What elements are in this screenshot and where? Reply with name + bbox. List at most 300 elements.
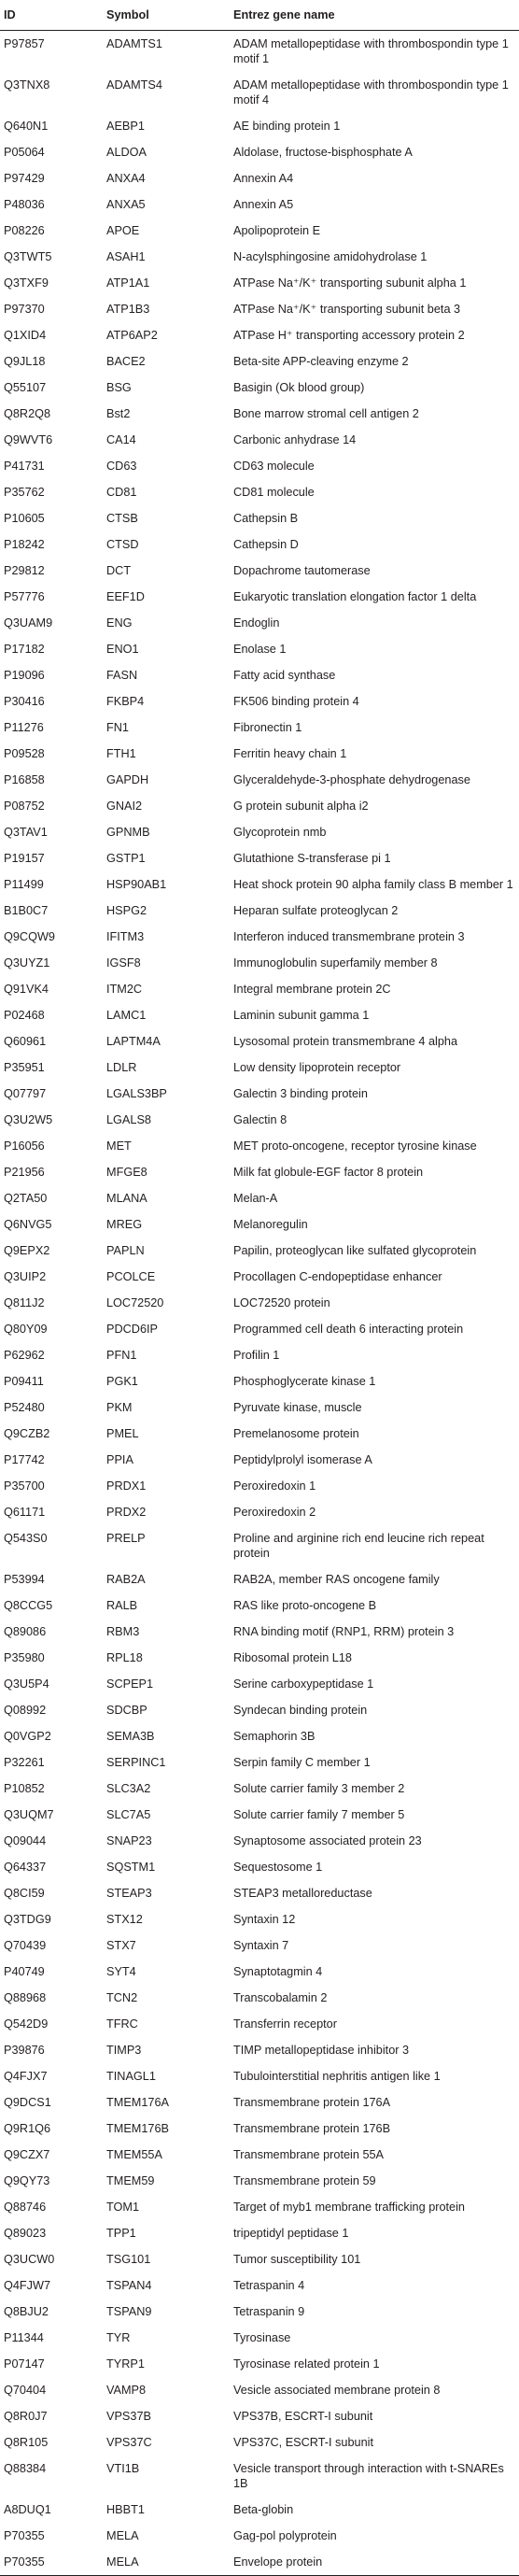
table-row <box>0 1447 519 1473</box>
cell-entrez-gene-name: Immunoglobulin superfamily member 8 <box>233 956 438 970</box>
cell-id: P57776 <box>4 590 45 603</box>
cell-symbol: CTSB <box>106 512 138 525</box>
cell-id: Q9DCS1 <box>4 2096 51 2109</box>
cell-id: P10852 <box>4 1782 45 1795</box>
cell-id: P97857 <box>4 37 45 50</box>
cell-entrez-gene-name: Lysosomal protein transmembrane 4 alpha <box>233 1035 458 1048</box>
cell-id: P02468 <box>4 1009 45 1022</box>
cell-symbol: ANXA5 <box>106 198 146 211</box>
cell-id: P48036 <box>4 198 45 211</box>
cell-symbol: BSG <box>106 381 132 394</box>
cell-entrez-gene-name: Fatty acid synthase <box>233 669 336 682</box>
cell-id: Q55107 <box>4 381 47 394</box>
cell-symbol: VTI1B <box>106 2462 140 2475</box>
cell-symbol: PGK1 <box>106 1375 138 1388</box>
cell-id: Q3UIP2 <box>4 1270 47 1283</box>
cell-symbol: MREG <box>106 1218 143 1231</box>
cell-symbol: LGALS8 <box>106 1113 151 1126</box>
table-row <box>0 950 519 976</box>
cell-id: P19157 <box>4 852 45 865</box>
cell-entrez-gene-name: Target of myb1 membrane trafficking protein <box>233 2201 465 2214</box>
cell-symbol: TMEM176A <box>106 2096 169 2109</box>
table-row <box>0 1932 519 1959</box>
table-row <box>0 1264 519 1290</box>
cell-entrez-gene-name: Pyruvate kinase, muscle <box>233 1401 362 1414</box>
cell-id: Q64337 <box>4 1861 47 1874</box>
cell-symbol: ANXA4 <box>106 172 146 185</box>
cell-symbol: IFITM3 <box>106 930 145 943</box>
table-row <box>0 1645 519 1671</box>
cell-id: Q9R1Q6 <box>4 2122 51 2135</box>
cell-id: Q2TA50 <box>4 1192 48 1205</box>
table-row <box>0 165 519 191</box>
cell-entrez-gene-name: Galectin 3 binding protein <box>233 1087 368 1100</box>
table-row <box>0 348 519 375</box>
cell-entrez-gene-name: Melanoregulin <box>233 1218 308 1231</box>
table-row <box>0 1776 519 1802</box>
cell-entrez-gene-name: Fibronectin 1 <box>233 721 302 734</box>
cell-entrez-gene-name: VPS37C, ESCRT-I subunit <box>233 2436 373 2449</box>
cell-id: Q1XID4 <box>4 329 47 342</box>
cell-symbol: MELA <box>103 2549 230 2576</box>
cell-entrez-gene-name: Low density lipoprotein receptor <box>233 1061 401 1074</box>
table-row <box>0 1002 519 1028</box>
table-row <box>0 1394 519 1421</box>
table-row <box>0 2116 519 2142</box>
table-row <box>0 191 519 218</box>
cell-id: Q3TNX8 <box>4 78 50 92</box>
cell-entrez-gene-name: Serpin family C member 1 <box>233 1756 371 1769</box>
table-row <box>0 558 519 584</box>
table-row <box>0 244 519 270</box>
cell-symbol: GPNMB <box>106 826 150 839</box>
cell-id: Q640N1 <box>4 120 49 133</box>
cell-symbol: TINAGL1 <box>106 2070 156 2083</box>
table-row <box>0 1749 519 1776</box>
table-row <box>0 1499 519 1525</box>
cell-entrez-gene-name: Transmembrane protein 176B <box>233 2122 391 2135</box>
table-row <box>0 845 519 871</box>
cell-symbol: ITM2C <box>106 983 143 996</box>
table-row <box>0 113 519 139</box>
cell-symbol: SEMA3B <box>106 1730 155 1743</box>
cell-entrez-gene-name: Tumor susceptibility 101 <box>233 2253 361 2266</box>
table-row <box>0 767 519 793</box>
table-row <box>0 1985 519 2011</box>
cell-symbol: TMEM59 <box>106 2174 155 2187</box>
cell-symbol: SLC3A2 <box>106 1782 151 1795</box>
cell-symbol: LOC72520 <box>106 1296 164 1309</box>
table-row <box>0 1107 519 1133</box>
cell-entrez-gene-name: STEAP3 metalloreductase <box>233 1887 372 1900</box>
table-row <box>0 531 519 558</box>
table-row <box>0 2325 519 2351</box>
cell-id: Q91VK4 <box>4 983 49 996</box>
cell-entrez-gene-name: Solute carrier family 3 member 2 <box>233 1782 405 1795</box>
cell-entrez-gene-name: RAB2A, member RAS oncogene family <box>233 1573 440 1586</box>
cell-symbol: TCN2 <box>106 1991 138 2004</box>
table-row <box>0 584 519 610</box>
table-row <box>0 741 519 767</box>
cell-entrez-gene-name: Peroxiredoxin 1 <box>233 1479 316 1493</box>
cell-id: Q07797 <box>4 1087 47 1100</box>
table-row <box>0 1238 519 1264</box>
table-row <box>0 1081 519 1107</box>
cell-symbol: PKM <box>106 1401 133 1414</box>
cell-symbol: PPIA <box>106 1453 133 1466</box>
cell-entrez-gene-name: CD63 molecule <box>233 460 315 473</box>
table-row <box>0 819 519 845</box>
cell-symbol: CD63 <box>106 460 137 473</box>
cell-symbol: DCT <box>106 564 132 577</box>
cell-entrez-gene-name: ADAM metallopeptidase with thrombospondin type 1 motif 1 <box>233 37 509 65</box>
table-row <box>0 2246 519 2272</box>
cell-id: P05064 <box>4 146 45 159</box>
cell-entrez-gene-name: Annexin A5 <box>233 198 294 211</box>
cell-entrez-gene-name: Tyrosinase <box>233 2331 291 2344</box>
table-row <box>0 688 519 715</box>
cell-id: Q3UQM7 <box>4 1808 54 1821</box>
cell-entrez-gene-name: Profilin 1 <box>233 1349 280 1362</box>
cell-entrez-gene-name: Tetraspanin 4 <box>233 2279 305 2292</box>
cell-id: Q4FJX7 <box>4 2070 48 2083</box>
cell-symbol: TSPAN4 <box>106 2279 152 2292</box>
table-row <box>0 1473 519 1499</box>
cell-id: P18242 <box>4 538 45 551</box>
cell-id: P62962 <box>4 1349 45 1362</box>
table-row <box>0 2456 519 2497</box>
cell-id: P32261 <box>4 1756 45 1769</box>
cell-entrez-gene-name: Beta-globin <box>233 2503 294 2516</box>
table-row <box>0 1185 519 1211</box>
table-row <box>0 427 519 453</box>
cell-symbol: PAPLN <box>106 1244 145 1257</box>
cell-id: Q8R0J7 <box>4 2410 48 2423</box>
cell-entrez-gene-name: Transferrin receptor <box>233 2017 337 2031</box>
cell-entrez-gene-name: Syntaxin 12 <box>233 1913 296 1926</box>
cell-entrez-gene-name: Glycoprotein nmb <box>233 826 327 839</box>
table-header <box>0 0 519 31</box>
table-row <box>0 1342 519 1368</box>
cell-id: Q61171 <box>4 1506 46 1519</box>
cell-entrez-gene-name: Papilin, proteoglycan like sulfated glycoprotein <box>233 1244 477 1257</box>
table-row <box>0 2011 519 2037</box>
table-row <box>0 1723 519 1749</box>
table-row <box>0 1133 519 1159</box>
cell-entrez-gene-name: Tubulointerstitial nephritis antigen like 1 <box>233 2070 441 2083</box>
cell-symbol: STX7 <box>106 1939 136 1952</box>
cell-entrez-gene-name: Enolase 1 <box>233 643 287 656</box>
cell-symbol: SNAP23 <box>106 1834 152 1847</box>
cell-id: P35762 <box>4 486 45 499</box>
table-row <box>0 2194 519 2220</box>
cell-symbol: TPP1 <box>106 2227 136 2240</box>
cell-id: P97429 <box>4 172 45 185</box>
cell-symbol: EEF1D <box>106 590 145 603</box>
cell-entrez-gene-name: Envelope protein <box>230 2549 519 2576</box>
cell-symbol: CA14 <box>106 433 136 446</box>
cell-entrez-gene-name: Phosphoglycerate kinase 1 <box>233 1375 376 1388</box>
table-row <box>0 2549 519 2576</box>
cell-id: P70355 <box>0 2549 103 2576</box>
cell-symbol: PDCD6IP <box>106 1323 158 1336</box>
table-row <box>0 2142 519 2168</box>
table-row <box>0 139 519 165</box>
table-row <box>0 2168 519 2194</box>
cell-id: P41731 <box>4 460 45 473</box>
table-row <box>0 1028 519 1054</box>
cell-symbol: VAMP8 <box>106 2384 147 2397</box>
cell-symbol: TSG101 <box>106 2253 151 2266</box>
cell-symbol: ENG <box>106 616 133 630</box>
cell-id: Q3U2W5 <box>4 1113 53 1126</box>
cell-id: Q80Y09 <box>4 1323 48 1336</box>
cell-symbol: PFN1 <box>106 1349 137 1362</box>
cell-id: Q3TAV1 <box>4 826 48 839</box>
cell-symbol: ADAMTS1 <box>106 37 162 50</box>
cell-id: P09528 <box>4 747 45 760</box>
cell-symbol: MFGE8 <box>106 1166 147 1179</box>
table-row <box>0 1566 519 1592</box>
table-row <box>0 1290 519 1316</box>
cell-id: Q4FJW7 <box>4 2279 51 2292</box>
cell-symbol: RAB2A <box>106 1573 146 1586</box>
header-row <box>0 0 519 31</box>
cell-id: Q3TDG9 <box>4 1913 51 1926</box>
cell-id: Q8R105 <box>4 2436 49 2449</box>
cell-symbol: ATP6AP2 <box>106 329 158 342</box>
cell-id: Q09044 <box>4 1834 47 1847</box>
cell-symbol: ENO1 <box>106 643 139 656</box>
cell-id: P21956 <box>4 1166 45 1179</box>
cell-symbol: STX12 <box>106 1913 143 1926</box>
cell-entrez-gene-name: Basigin (Ok blood group) <box>233 381 365 394</box>
cell-symbol: TOM1 <box>106 2201 140 2214</box>
cell-id: P40749 <box>4 1965 45 1978</box>
table-row <box>0 2037 519 2063</box>
cell-id: Q3TWT5 <box>4 250 52 263</box>
table-row <box>0 1421 519 1447</box>
table-row <box>0 662 519 688</box>
cell-symbol: FN1 <box>106 721 129 734</box>
cell-entrez-gene-name: Sequestosome 1 <box>233 1861 323 1874</box>
cell-entrez-gene-name: Gag-pol polyprotein <box>233 2529 337 2542</box>
cell-symbol: CD81 <box>106 486 137 499</box>
table-row <box>0 218 519 244</box>
cell-entrez-gene-name: AE binding protein 1 <box>233 120 341 133</box>
table-row <box>0 636 519 662</box>
table-row <box>0 2351 519 2377</box>
table-row <box>0 401 519 427</box>
cell-symbol: ATP1B3 <box>106 303 150 316</box>
cell-entrez-gene-name: Premelanosome protein <box>233 1427 359 1440</box>
cell-symbol: ALDOA <box>106 146 147 159</box>
cell-id: Q9QY73 <box>4 2174 50 2187</box>
cell-symbol: LGALS3BP <box>106 1087 167 1100</box>
cell-symbol: LAMC1 <box>106 1009 147 1022</box>
table-row <box>0 505 519 531</box>
cell-entrez-gene-name: Laminin subunit gamma 1 <box>233 1009 370 1022</box>
cell-entrez-gene-name: Tyrosinase related protein 1 <box>233 2357 380 2371</box>
cell-entrez-gene-name: Glutathione S-transferase pi 1 <box>233 852 391 865</box>
cell-entrez-gene-name: Vesicle associated membrane protein 8 <box>233 2384 441 2397</box>
cell-id: Q8R2Q8 <box>4 407 51 420</box>
cell-entrez-gene-name: Synaptosome associated protein 23 <box>233 1834 422 1847</box>
cell-entrez-gene-name: Proline and arginine rich end leucine rich repeat protein <box>233 1532 484 1560</box>
cell-id: P16858 <box>4 773 45 786</box>
cell-symbol: SQSTM1 <box>106 1861 156 1874</box>
cell-entrez-gene-name: Integral membrane protein 2C <box>233 983 391 996</box>
cell-symbol: TYRP1 <box>106 2357 145 2371</box>
table-row <box>0 1592 519 1619</box>
cell-id: Q9WVT6 <box>4 433 53 446</box>
cell-symbol: TIMP3 <box>106 2044 142 2057</box>
cell-id: Q9JL18 <box>4 355 46 368</box>
cell-symbol: ASAH1 <box>106 250 146 263</box>
cell-entrez-gene-name: Heat shock protein 90 alpha family class B member 1 <box>233 878 513 891</box>
cell-entrez-gene-name: Ferritin heavy chain 1 <box>233 747 347 760</box>
cell-symbol: LAPTM4A <box>106 1035 161 1048</box>
cell-symbol: AEBP1 <box>106 120 145 133</box>
cell-id: P29812 <box>4 564 45 577</box>
table-row <box>0 2429 519 2456</box>
cell-entrez-gene-name: MET proto-oncogene, receptor tyrosine kinase <box>233 1139 477 1153</box>
cell-id: Q88384 <box>4 2462 47 2475</box>
cell-entrez-gene-name: Beta-site APP-cleaving enzyme 2 <box>233 355 409 368</box>
cell-id: Q60961 <box>4 1035 47 1048</box>
table-row <box>0 1211 519 1238</box>
cell-entrez-gene-name: Solute carrier family 7 member 5 <box>233 1808 405 1821</box>
table-row <box>0 1054 519 1081</box>
cell-symbol: PCOLCE <box>106 1270 156 1283</box>
cell-entrez-gene-name: Apolipoprotein E <box>233 224 321 237</box>
cell-symbol: BACE2 <box>106 355 146 368</box>
cell-id: P52480 <box>4 1401 45 1414</box>
cell-symbol: GSTP1 <box>106 852 146 865</box>
table-row <box>0 2063 519 2089</box>
cell-id: Q9CZX7 <box>4 2148 50 2161</box>
cell-entrez-gene-name: Cathepsin D <box>233 538 299 551</box>
cell-entrez-gene-name: Transmembrane protein 59 <box>233 2174 376 2187</box>
cell-entrez-gene-name: Syndecan binding protein <box>233 1704 368 1717</box>
cell-entrez-gene-name: Syntaxin 7 <box>233 1939 289 1952</box>
cell-entrez-gene-name: Eukaryotic translation elongation factor 1 delta <box>233 590 477 603</box>
table-row <box>0 976 519 1002</box>
cell-id: Q9CQW9 <box>4 930 55 943</box>
cell-symbol: ATP1A1 <box>106 276 150 290</box>
table-row <box>0 610 519 636</box>
cell-id: Q6NVG5 <box>4 1218 52 1231</box>
cell-id: P10605 <box>4 512 45 525</box>
table-row <box>0 322 519 348</box>
cell-entrez-gene-name: Transcobalamin 2 <box>233 1991 328 2004</box>
cell-entrez-gene-name: LOC72520 protein <box>233 1296 330 1309</box>
table-row <box>0 871 519 898</box>
cell-entrez-gene-name: Serine carboxypeptidase 1 <box>233 1677 374 1691</box>
cell-id: Q9EPX2 <box>4 1244 50 1257</box>
cell-entrez-gene-name: Bone marrow stromal cell antigen 2 <box>233 407 419 420</box>
cell-symbol: FTH1 <box>106 747 136 760</box>
cell-entrez-gene-name: Programmed cell death 6 interacting protein <box>233 1323 464 1336</box>
table-row <box>0 1828 519 1854</box>
cell-symbol: PMEL <box>106 1427 139 1440</box>
cell-entrez-gene-name: Glyceraldehyde-3-phosphate dehydrogenase <box>233 773 470 786</box>
table-row <box>0 1802 519 1828</box>
cell-entrez-gene-name: Ribosomal protein L18 <box>233 1651 352 1664</box>
cell-symbol: HBBT1 <box>106 2503 145 2516</box>
cell-entrez-gene-name: Milk fat globule-EGF factor 8 protein <box>233 1166 424 1179</box>
cell-entrez-gene-name: Tetraspanin 9 <box>233 2305 305 2318</box>
cell-id: P17182 <box>4 643 45 656</box>
cell-symbol: TYR <box>106 2331 131 2344</box>
cell-symbol: MELA <box>106 2529 139 2542</box>
cell-symbol: CTSD <box>106 538 139 551</box>
table-row <box>0 375 519 401</box>
cell-symbol: PRDX1 <box>106 1479 147 1493</box>
cell-id: Q89086 <box>4 1625 47 1638</box>
cell-id: P16056 <box>4 1139 45 1153</box>
table-row <box>0 715 519 741</box>
cell-entrez-gene-name: TIMP metallopeptidase inhibitor 3 <box>233 2044 410 2057</box>
cell-entrez-gene-name: tripeptidyl peptidase 1 <box>233 2227 349 2240</box>
cell-entrez-gene-name: FK506 binding protein 4 <box>233 695 359 708</box>
cell-entrez-gene-name: RAS like proto-oncogene B <box>233 1599 377 1612</box>
cell-symbol: SYT4 <box>106 1965 136 1978</box>
table-row <box>0 2299 519 2325</box>
cell-id: P35951 <box>4 1061 45 1074</box>
cell-entrez-gene-name: N-acylsphingosine amidohydrolase 1 <box>233 250 428 263</box>
cell-symbol: RPL18 <box>106 1651 143 1664</box>
cell-symbol: RALB <box>106 1599 138 1612</box>
table-row <box>0 2272 519 2299</box>
cell-entrez-gene-name: Interferon induced transmembrane protein 3 <box>233 930 465 943</box>
cell-id: Q70439 <box>4 1939 47 1952</box>
cell-symbol: TFRC <box>106 2017 138 2031</box>
cell-id: Q88746 <box>4 2201 47 2214</box>
cell-entrez-gene-name: Carbonic anhydrase 14 <box>233 433 357 446</box>
table-row <box>0 479 519 505</box>
table-row <box>0 2220 519 2246</box>
cell-entrez-gene-name: Transmembrane protein 176A <box>233 2096 391 2109</box>
cell-id: P07147 <box>4 2357 45 2371</box>
table-row <box>0 1368 519 1394</box>
table-row <box>0 1697 519 1723</box>
cell-symbol: PRELP <box>106 1532 146 1545</box>
cell-entrez-gene-name: CD81 molecule <box>233 486 315 499</box>
cell-entrez-gene-name: Peroxiredoxin 2 <box>233 1506 316 1519</box>
table-row <box>0 1854 519 1880</box>
cell-symbol: TMEM176B <box>106 2122 169 2135</box>
cell-symbol: STEAP3 <box>106 1887 152 1900</box>
cell-symbol: VPS37C <box>106 2436 152 2449</box>
table-row <box>0 270 519 296</box>
cell-symbol: MLANA <box>106 1192 147 1205</box>
cell-id: Q89023 <box>4 2227 47 2240</box>
cell-entrez-gene-name: Vesicle transport through interaction with t-SNAREs 1B <box>233 2462 504 2490</box>
cell-id: P70355 <box>4 2529 45 2542</box>
cell-entrez-gene-name: Endoglin <box>233 616 280 630</box>
cell-id: P09411 <box>4 1375 44 1388</box>
cell-id: Q3UYZ1 <box>4 956 50 970</box>
cell-id: P39876 <box>4 2044 45 2057</box>
header-id: ID <box>0 0 103 31</box>
cell-entrez-gene-name: Semaphorin 3B <box>233 1730 316 1743</box>
cell-symbol: Bst2 <box>106 407 131 420</box>
cell-entrez-gene-name: Procollagen C-endopeptidase enhancer <box>233 1270 442 1283</box>
cell-symbol: HSP90AB1 <box>106 878 167 891</box>
cell-symbol: SERPINC1 <box>106 1756 166 1769</box>
cell-id: P35700 <box>4 1479 45 1493</box>
